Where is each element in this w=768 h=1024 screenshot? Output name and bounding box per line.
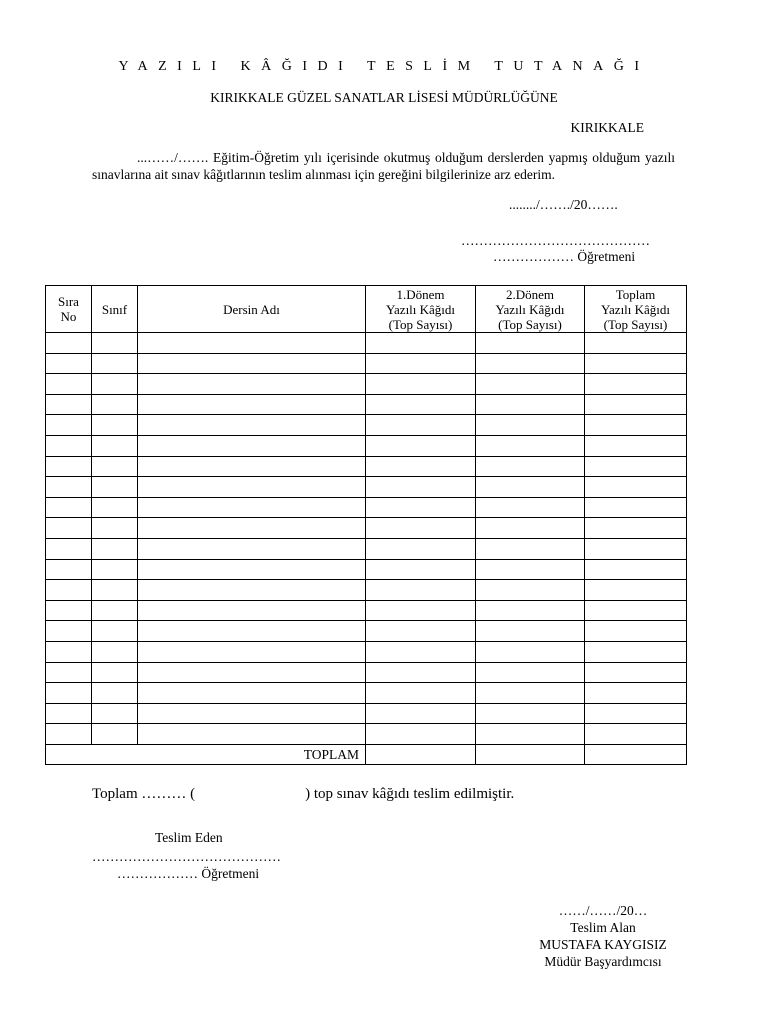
cell-sira-no[interactable] xyxy=(46,538,92,559)
cell-donem-1[interactable] xyxy=(366,641,476,662)
total-cell-donem-2[interactable] xyxy=(476,744,585,765)
cell-donem-2[interactable] xyxy=(476,353,585,374)
cell-donem-1[interactable] xyxy=(366,497,476,518)
cell-sinif[interactable] xyxy=(92,538,138,559)
cell-toplam[interactable] xyxy=(585,435,687,456)
cell-donem-1[interactable] xyxy=(366,559,476,580)
cell-dersin-adi[interactable] xyxy=(138,683,366,704)
table-row xyxy=(46,477,687,498)
cell-donem-2[interactable] xyxy=(476,641,585,662)
total-cell-toplam[interactable] xyxy=(585,744,687,765)
cell-sinif[interactable] xyxy=(92,683,138,704)
cell-donem-2[interactable] xyxy=(476,415,585,436)
cell-donem-1[interactable] xyxy=(366,353,476,374)
cell-sira-no[interactable] xyxy=(46,415,92,436)
cell-sira-no[interactable] xyxy=(46,662,92,683)
request-paragraph: ...……/……. Eğitim-Öğretim yılı içerisinde okutmuş olduğum derslerden yapmış olduğum yazılı sınavlarına ait sınav kâğıtlarının teslim alınması için gereğini bilgilerinize arz ederim. xyxy=(92,150,675,182)
cell-sira-no[interactable] xyxy=(46,333,92,354)
cell-toplam[interactable] xyxy=(585,621,687,642)
cell-toplam[interactable] xyxy=(585,580,687,601)
exam-paper-table xyxy=(45,285,687,765)
cell-sinif[interactable] xyxy=(92,600,138,621)
cell-donem-1[interactable] xyxy=(366,683,476,704)
table-row xyxy=(46,600,687,621)
cell-donem-2[interactable] xyxy=(476,600,585,621)
cell-donem-1[interactable] xyxy=(366,333,476,354)
cell-sira-no[interactable] xyxy=(46,374,92,395)
cell-toplam[interactable] xyxy=(585,456,687,477)
cell-dersin-adi[interactable] xyxy=(138,580,366,601)
cell-sira-no[interactable] xyxy=(46,559,92,580)
date-line: ......../……./20……. xyxy=(509,197,618,212)
cell-dersin-adi[interactable] xyxy=(138,477,366,498)
cell-donem-1[interactable] xyxy=(366,477,476,498)
cell-sinif[interactable] xyxy=(92,559,138,580)
cell-dersin-adi[interactable] xyxy=(138,374,366,395)
cell-dersin-adi[interactable] xyxy=(138,621,366,642)
table-row xyxy=(46,415,687,436)
header-donem-2: 2.Dönem Yazılı Kâğıdı (Top Sayısı) xyxy=(476,286,585,333)
table-row xyxy=(46,518,687,539)
cell-donem-2[interactable] xyxy=(476,497,585,518)
table-row xyxy=(46,580,687,601)
cell-donem-2[interactable] xyxy=(476,374,585,395)
total-row xyxy=(46,744,687,765)
table-row xyxy=(46,641,687,662)
header-toplam: Toplam Yazılı Kâğıdı (Top Sayısı) xyxy=(585,286,687,333)
cell-donem-2[interactable] xyxy=(476,724,585,745)
receiver-date: ……/……/20… xyxy=(558,903,648,918)
cell-toplam[interactable] xyxy=(585,662,687,683)
cell-toplam[interactable] xyxy=(585,374,687,395)
table-row xyxy=(46,683,687,704)
cell-sinif[interactable] xyxy=(92,580,138,601)
table-row xyxy=(46,333,687,354)
cell-sira-no[interactable] xyxy=(46,703,92,724)
table-row xyxy=(46,662,687,683)
cell-sinif[interactable] xyxy=(92,641,138,662)
cell-sira-no[interactable] xyxy=(46,518,92,539)
cell-toplam[interactable] xyxy=(585,600,687,621)
cell-dersin-adi[interactable] xyxy=(138,538,366,559)
cell-toplam[interactable] xyxy=(585,683,687,704)
cell-dersin-adi[interactable] xyxy=(138,559,366,580)
cell-donem-2[interactable] xyxy=(476,662,585,683)
cell-sinif[interactable] xyxy=(92,662,138,683)
recipient-line: KIRIKKALE GÜZEL SANATLAR LİSESİ MÜDÜRLÜĞÜNE xyxy=(210,90,558,105)
cell-donem-2[interactable] xyxy=(476,456,585,477)
cell-dersin-adi[interactable] xyxy=(138,435,366,456)
total-cell-donem-1[interactable] xyxy=(366,744,476,765)
cell-sinif[interactable] xyxy=(92,394,138,415)
cell-donem-2[interactable] xyxy=(476,703,585,724)
cell-toplam[interactable] xyxy=(585,559,687,580)
receiver-role: Müdür Başyardımcısı xyxy=(544,954,662,969)
cell-dersin-adi[interactable] xyxy=(138,353,366,374)
cell-donem-1[interactable] xyxy=(366,580,476,601)
header-dersin-adi: Dersin Adı xyxy=(138,286,366,333)
cell-sira-no[interactable] xyxy=(46,394,92,415)
city-line: KIRIKKALE xyxy=(570,120,644,135)
cell-donem-1[interactable] xyxy=(366,415,476,436)
cell-toplam[interactable] xyxy=(585,477,687,498)
cell-sinif[interactable] xyxy=(92,724,138,745)
cell-donem-1[interactable] xyxy=(366,374,476,395)
cell-donem-2[interactable] xyxy=(476,580,585,601)
cell-sira-no[interactable] xyxy=(46,621,92,642)
table-row xyxy=(46,621,687,642)
cell-donem-2[interactable] xyxy=(476,518,585,539)
receiver-name: MUSTAFA KAYGISIZ xyxy=(539,937,667,952)
summary-prefix: Toplam ……… ( xyxy=(92,786,196,802)
cell-donem-1[interactable] xyxy=(366,456,476,477)
summary-line xyxy=(92,786,514,803)
cell-toplam[interactable] xyxy=(585,353,687,374)
cell-sinif[interactable] xyxy=(92,497,138,518)
cell-toplam[interactable] xyxy=(585,497,687,518)
cell-sinif[interactable] xyxy=(92,333,138,354)
cell-donem-2[interactable] xyxy=(476,683,585,704)
cell-sinif[interactable] xyxy=(92,353,138,374)
cell-toplam[interactable] xyxy=(585,641,687,662)
cell-donem-2[interactable] xyxy=(476,394,585,415)
cell-sinif[interactable] xyxy=(92,374,138,395)
table-row xyxy=(46,456,687,477)
document-title: YAZILI KÂĞIDI TESLİM TUTANAĞI xyxy=(118,59,650,74)
cell-donem-2[interactable] xyxy=(476,477,585,498)
cell-donem-1[interactable] xyxy=(366,662,476,683)
cell-donem-2[interactable] xyxy=(476,621,585,642)
total-label: TOPLAM xyxy=(46,744,366,765)
cell-toplam[interactable] xyxy=(585,394,687,415)
cell-sinif[interactable] xyxy=(92,435,138,456)
cell-toplam[interactable] xyxy=(585,703,687,724)
cell-dersin-adi[interactable] xyxy=(138,456,366,477)
cell-donem-1[interactable] xyxy=(366,724,476,745)
table-row xyxy=(46,497,687,518)
deliverer-signature-dots: …………………………………… xyxy=(92,849,281,864)
cell-sira-no[interactable] xyxy=(46,641,92,662)
cell-dersin-adi[interactable] xyxy=(138,703,366,724)
cell-sinif[interactable] xyxy=(92,456,138,477)
cell-sinif[interactable] xyxy=(92,477,138,498)
table-row xyxy=(46,724,687,745)
cell-toplam[interactable] xyxy=(585,333,687,354)
cell-sinif[interactable] xyxy=(92,621,138,642)
table-row xyxy=(46,703,687,724)
table-row xyxy=(46,374,687,395)
cell-toplam[interactable] xyxy=(585,518,687,539)
cell-donem-2[interactable] xyxy=(476,435,585,456)
header-donem-1: 1.Dönem Yazılı Kâğıdı (Top Sayısı) xyxy=(366,286,476,333)
cell-donem-1[interactable] xyxy=(366,518,476,539)
cell-donem-1[interactable] xyxy=(366,703,476,724)
header-sira-no: Sıra No xyxy=(46,286,92,333)
cell-sinif[interactable] xyxy=(92,703,138,724)
cell-sira-no[interactable] xyxy=(46,353,92,374)
summary-suffix: ) top sınav kâğıdı teslim edilmiştir. xyxy=(305,786,515,802)
table-row xyxy=(46,394,687,415)
cell-dersin-adi[interactable] xyxy=(138,394,366,415)
cell-sira-no[interactable] xyxy=(46,435,92,456)
cell-sira-no[interactable] xyxy=(46,600,92,621)
cell-sinif[interactable] xyxy=(92,518,138,539)
cell-donem-2[interactable] xyxy=(476,538,585,559)
cell-toplam[interactable] xyxy=(585,538,687,559)
cell-donem-1[interactable] xyxy=(366,600,476,621)
cell-sira-no[interactable] xyxy=(46,456,92,477)
receiver-label: Teslim Alan xyxy=(570,920,636,935)
cell-donem-1[interactable] xyxy=(366,435,476,456)
cell-dersin-adi[interactable] xyxy=(138,600,366,621)
cell-toplam[interactable] xyxy=(585,415,687,436)
receiver-block xyxy=(533,902,673,970)
cell-sira-no[interactable] xyxy=(46,477,92,498)
cell-dersin-adi[interactable] xyxy=(138,415,366,436)
cell-donem-2[interactable] xyxy=(476,333,585,354)
signature-dots: …………………………………… xyxy=(461,233,650,248)
cell-dersin-adi[interactable] xyxy=(138,662,366,683)
header-sinif: Sınıf xyxy=(92,286,138,333)
cell-dersin-adi[interactable] xyxy=(138,497,366,518)
cell-donem-1[interactable] xyxy=(366,538,476,559)
cell-donem-2[interactable] xyxy=(476,559,585,580)
cell-donem-1[interactable] xyxy=(366,394,476,415)
cell-dersin-adi[interactable] xyxy=(138,333,366,354)
table-row xyxy=(46,538,687,559)
cell-dersin-adi[interactable] xyxy=(138,518,366,539)
cell-sira-no[interactable] xyxy=(46,724,92,745)
cell-toplam[interactable] xyxy=(585,724,687,745)
table-row xyxy=(46,435,687,456)
table-header-row xyxy=(46,286,687,333)
deliverer-teacher-label: ……………… Öğretmeni xyxy=(117,866,260,881)
cell-dersin-adi[interactable] xyxy=(138,724,366,745)
cell-sira-no[interactable] xyxy=(46,683,92,704)
cell-dersin-adi[interactable] xyxy=(138,641,366,662)
cell-sinif[interactable] xyxy=(92,415,138,436)
table-row xyxy=(46,353,687,374)
table-row xyxy=(46,559,687,580)
cell-donem-1[interactable] xyxy=(366,621,476,642)
teacher-label: ……………… Öğretmeni xyxy=(493,249,636,264)
cell-sira-no[interactable] xyxy=(46,497,92,518)
deliverer-label: Teslim Eden xyxy=(155,830,223,845)
cell-sira-no[interactable] xyxy=(46,580,92,601)
